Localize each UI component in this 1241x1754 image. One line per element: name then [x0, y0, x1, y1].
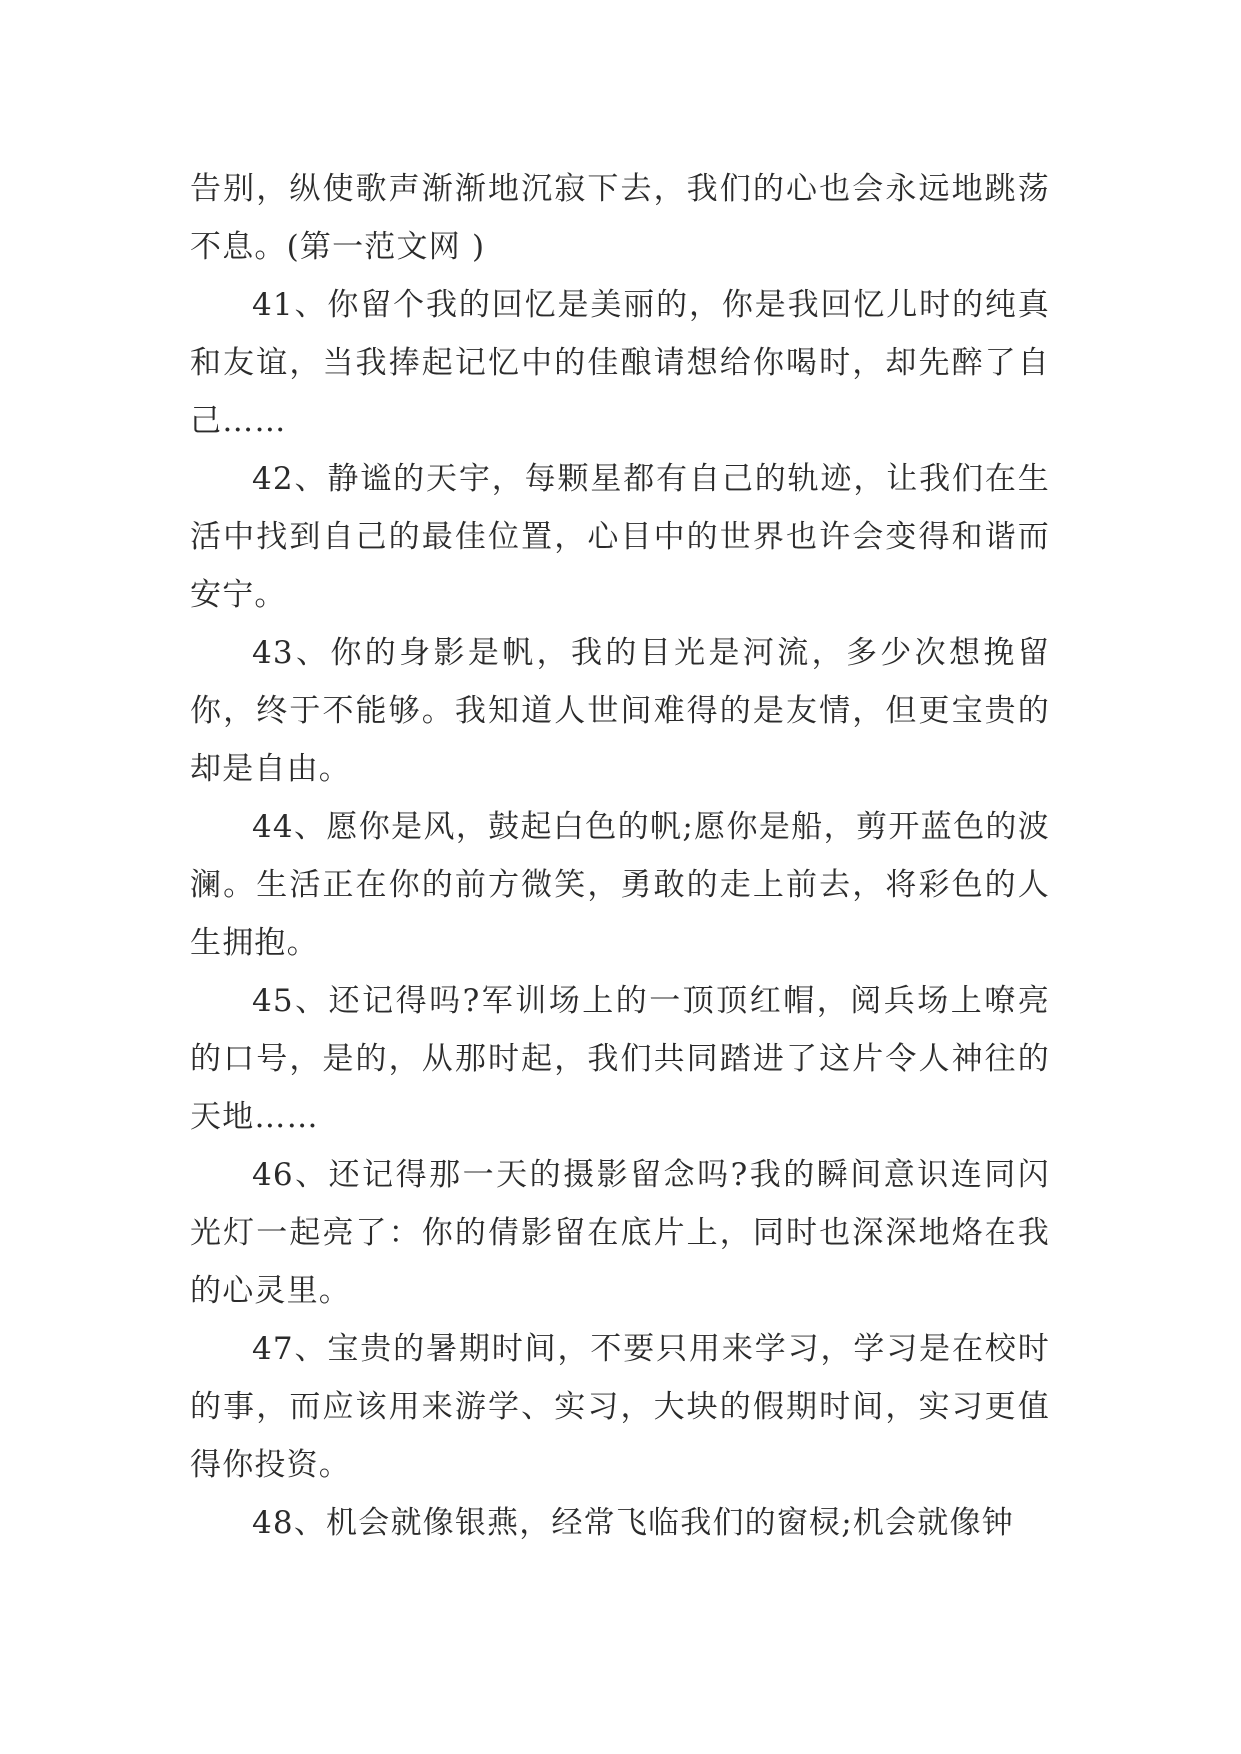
paragraph-43: 43、你的身影是帆，我的目光是河流，多少次想挽留你，终于不能够。我知道人世间难得的是友情，但更宝贵的却是自由。	[190, 635, 1050, 787]
paragraph-42: 42、静谧的天宇，每颗星都有自己的轨迹，让我们在生活中找到自己的最佳位置，心目中的世界也许会变得和谐而安宁。	[190, 461, 1050, 613]
document-body	[190, 160, 1050, 1552]
paragraph-46: 46、还记得那一天的摄影留念吗?我的瞬间意识连同闪光灯一起亮了：你的倩影留在底片上，同时也深深地烙在我的心灵里。	[190, 1157, 1050, 1309]
paragraph-continuation: 告别，纵使歌声渐渐地沉寂下去，我们的心也会永远地跳荡不息。(第一范文网 )	[190, 171, 1050, 265]
paragraph-47: 47、宝贵的暑期时间，不要只用来学习，学习是在校时的事，而应该用来游学、实习，大块的假期时间，实习更值得你投资。	[190, 1331, 1050, 1483]
paragraph-41: 41、你留个我的回忆是美丽的，你是我回忆儿时的纯真和友谊，当我捧起记忆中的佳酿请想给你喝时，却先醉了自己……	[190, 287, 1050, 439]
paragraph-48: 48、机会就像银燕，经常飞临我们的窗棂;机会就像钟	[252, 1505, 1014, 1541]
paragraph-44: 44、愿你是风，鼓起白色的帆;愿你是船，剪开蓝色的波澜。生活正在你的前方微笑，勇敢的走上前去，将彩色的人生拥抱。	[190, 809, 1050, 961]
paragraph-45: 45、还记得吗?军训场上的一顶顶红帽，阅兵场上嘹亮的口号，是的，从那时起，我们共同踏进了这片令人神往的天地……	[190, 983, 1050, 1135]
